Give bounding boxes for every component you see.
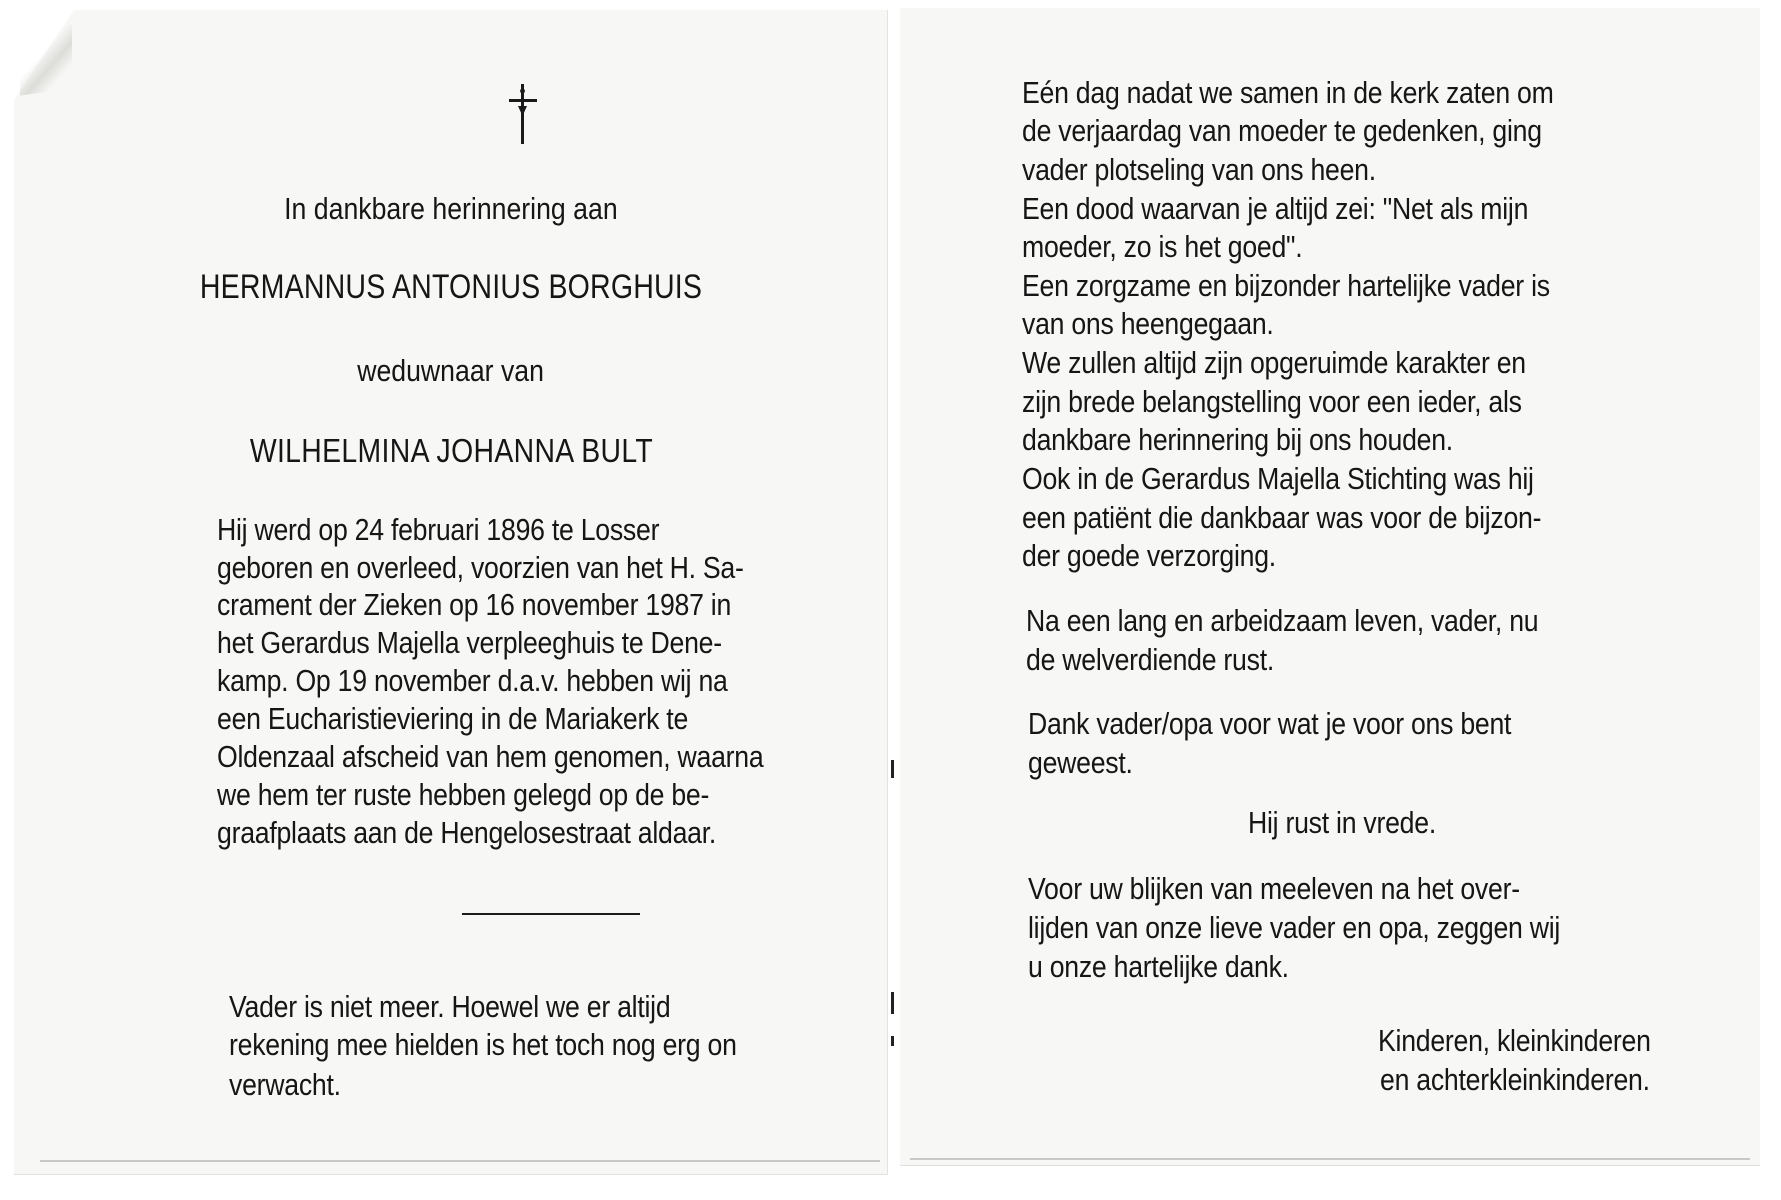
paragraph-line: Ook in de Gerardus Majella Stichting was hij (1022, 461, 1534, 496)
bio-line: een Eucharistieviering in de Mariakerk te (217, 701, 689, 736)
paragraph-line: een patiënt die dankbaar was voor de bijzon- (1022, 500, 1542, 535)
peace-text: Hij rust in vrede. (1248, 805, 1436, 840)
gratitude-line: u onze hartelijke dank. (1028, 949, 1289, 984)
bio-line: Hij werd op 24 februari 1896 te Losser (217, 512, 660, 547)
bio-line: we hem ter ruste hebben gelegd op de be- (217, 777, 710, 812)
paragraph-line: Eén dag nadat we samen in de kerk zaten om (1022, 75, 1554, 110)
divider-rule (462, 913, 640, 915)
closing-line: verwacht. (229, 1067, 341, 1102)
rest-line: Na een lang en arbeidzaam leven, vader, nu (1026, 603, 1539, 638)
cross-icon (508, 82, 538, 146)
bio-line: Oldenzaal afscheid van hem genomen, waarna (217, 739, 764, 774)
paragraph-line: Een dood waarvan je altijd zei: "Net als mijn (1022, 191, 1529, 226)
relation-text: weduwnaar van (357, 353, 545, 388)
paragraph-line: zijn brede belangstelling voor een ieder, als (1022, 384, 1522, 419)
gratitude-line: lijden van onze lieve vader en opa, zeggen wij (1028, 910, 1561, 945)
bio-line: geboren en overleed, voorzien van het H. Sa- (217, 550, 744, 585)
bio-line: graafplaats aan de Hengelosestraat aldaar. (217, 815, 717, 850)
gratitude-line: Voor uw blijken van meeleven na het over- (1028, 871, 1520, 906)
signature-line: en achterkleinkinderen. (1380, 1062, 1650, 1097)
thanks-line: geweest. (1028, 745, 1133, 780)
scan-edge-marks (889, 760, 899, 1060)
folded-corner-shadow (20, 24, 72, 95)
paragraph-line: de verjaardag van moeder te gedenken, ging (1022, 113, 1542, 148)
scan-bottom-edge-left (40, 1160, 880, 1162)
deceased-name: HERMANNUS ANTONIUS BORGHUIS (199, 268, 703, 306)
paragraph-line: moeder, zo is het goed". (1022, 229, 1303, 264)
paragraph-line: Een zorgzame en bijzonder hartelijke vader is (1022, 268, 1550, 303)
intro-text: In dankbare herinnering aan (284, 191, 618, 226)
bio-line: het Gerardus Majella verpleeghuis te Dene- (217, 625, 722, 660)
closing-line: rekening mee hielden is het toch nog erg on (229, 1027, 737, 1062)
paragraph-line: vader plotseling van ons heen. (1022, 152, 1376, 187)
rest-line: de welverdiende rust. (1026, 642, 1275, 677)
paragraph-line: We zullen altijd zijn opgeruimde karakter en (1022, 345, 1526, 380)
paragraph-line: der goede verzorging. (1022, 538, 1276, 573)
spouse-name: WILHELMINA JOHANNA BULT (249, 432, 653, 469)
bio-line: crament der Zieken op 16 november 1987 in (217, 587, 732, 622)
thanks-line: Dank vader/opa voor wat je voor ons bent (1028, 706, 1512, 741)
scan-bottom-edge-right (910, 1158, 1750, 1160)
paragraph-line: van ons heengegaan. (1022, 306, 1274, 341)
closing-line: Vader is niet meer. Hoewel we er altijd (229, 989, 671, 1024)
signature-line: Kinderen, kleinkinderen (1378, 1023, 1651, 1058)
paragraph-line: dankbare herinnering bij ons houden. (1022, 422, 1453, 457)
bio-line: kamp. Op 19 november d.a.v. hebben wij na (217, 663, 728, 698)
